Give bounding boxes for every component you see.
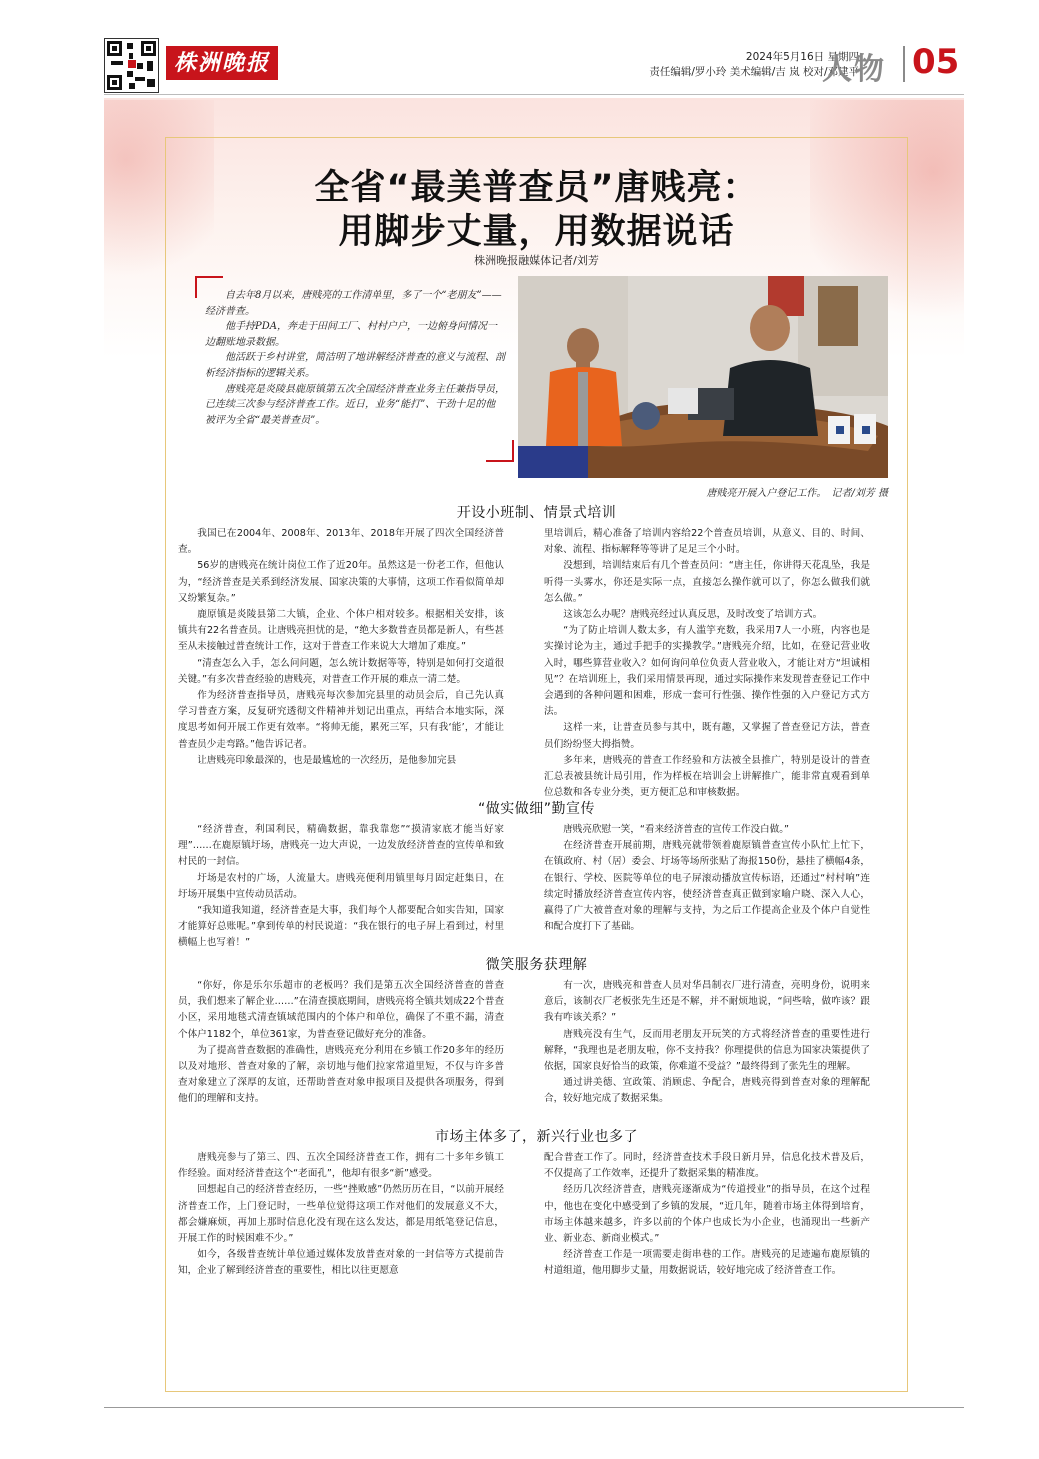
paragraph: 经济普查工作是一项需要走街串巷的工作。唐贱亮的足迹遍布鹿原镇的村道组道，他用脚步丈量，用数据说话，较好地完成了经济普查工作。 — [544, 1249, 870, 1277]
section-1-right-column — [544, 526, 870, 801]
section-1-left-column — [178, 526, 504, 769]
photo-illustration — [518, 276, 888, 478]
bottom-rule — [104, 1407, 964, 1408]
byline: 株洲晚报融媒体记者/刘芳 — [474, 254, 599, 267]
summary-box — [205, 288, 505, 428]
summary-paragraph: 自去年8月以来，唐贱亮的工作清单里，多了一个“老朋友”——经济普查。 — [205, 290, 502, 317]
article-photo — [518, 276, 888, 478]
paragraph: 为了提高普查数据的准确性，唐贱亮充分利用在乡镇工作20多年的经历以及对地形、普查对象的了解，亲切地与他们拉家常道里短，不仅与许多普查对象建立了深厚的友谊，还帮助普查对象申报项目及提供各项服务，得到他们的理解和支持。 — [178, 1044, 504, 1105]
section-4-right-column — [544, 1150, 870, 1280]
paragraph: “你好，你是乐尔乐超市的老板吗？我们是第五次全国经济普查的普查员，我们想来了解企业……”在清查摸底期间，唐贱亮将全镇共划成22个普查小区，采用地毯式清查镇域范围内的个体户和单位，确保了不重不漏，清查个体户1182个，单位361家，为普查登记做好充分的准备。 — [178, 980, 504, 1040]
section-divider — [903, 46, 905, 82]
paragraph: 唐贱亮欣慰一笑，“看来经济普查的宣传工作没白做。” — [563, 824, 789, 835]
masthead-rule — [104, 94, 964, 95]
summary-paragraph: 他活跃于乡村讲堂，简洁明了地讲解经济普查的意义与流程、剖析经济指标的逻辑关系。 — [205, 352, 505, 379]
paragraph: 唐贱亮没有生气，反而用老朋友开玩笑的方式将经济普查的重要性进行解释，“我理也是老朋友啦，你不支持我？你理提供的信息为国家决策提供了依据，国家良好恰当的政策，你难道不受益？”最终得到了张先生的理解。 — [544, 1028, 870, 1073]
issue-date: 2024年5月16日 星期四 — [745, 51, 859, 63]
section-4-left-column — [178, 1150, 504, 1280]
paragraph: 多年来，唐贱亮的普查工作经验和方法被全县推广，特别是设计的普查汇总表被县统计局引用，作为样板在培训会上讲解推广，能非常直观看到单位总数和各专业分类，更方便汇总和审核数据。 — [544, 754, 870, 799]
paragraph: 经历几次经济普查，唐贱亮逐渐成为“传道授业”的指导员，在这个过程中，他也在变化中感受到了乡镇的发展，“近几年，随着市场主体得到培育，市场主体越来越多，许多以前的个体户也成长为小企业，也涌现出一些新产业、新业态、新商业模式。” — [544, 1184, 870, 1245]
paragraph: 通过讲美德、宣政策、消顾虑、争配合，唐贱亮得到普查对象的理解配合，较好地完成了数据采集。 — [544, 1077, 870, 1105]
paragraph: 鹿原镇是炎陵县第二大镇，企业、个体户相对较多。根据相关安排，该镇共有22名普查员。让唐贱亮担忧的是，“绝大多数普查员都是新人，有些甚至从未接触过普查统计工作，这对于普查工作来说大大增加了难度。” — [178, 609, 504, 653]
paragraph: 唐贱亮参与了第三、四、五次全国经济普查工作，拥有二十多年乡镇工作经验。面对经济普查这个“老面孔”，他却有很多“新”感受。 — [178, 1152, 504, 1180]
section-title: 市场主体多了，新兴行业也多了 — [435, 1129, 638, 1145]
section-2-right-column — [544, 822, 870, 935]
photo-caption: 唐贱亮开展入户登记工作。 记者/刘芳 摄 — [706, 488, 888, 499]
paragraph: 有一次，唐贱亮和普查人员对华昌制衣厂进行清查，亮明身份，说明来意后，该制衣厂老板张先生还是不解，并不耐烦地说，“问些啥，做咋该？跟我有咋该关系？” — [544, 980, 870, 1024]
paragraph: “我知道我知道，经济普查是大事，我们每个人都要配合如实告知，国家才能算好总账呢。”拿到传单的村民说道：“我在银行的电子屏上看到过，村里横幅上也写着！” — [178, 905, 504, 949]
paragraph: 在经济普查开展前期，唐贱亮就带领着鹿原镇普查宣传小队忙上忙下，在镇政府、村（居）委会、圩场等场所张贴了海报150份，悬挂了横幅4条，在银行、学校、医院等单位的电子屏滚动播放宣传标语，还通过“村村响”连续定时播放经济普查宣传内容，使经济普查真正做到家喻户晓、深入人心，赢得了广大被普查对象的理解与支持，为之后工作提高企业及个体户自觉性和配合度打下了基础。 — [544, 840, 870, 933]
paragraph: 回想起自己的经济普查经历，一些“挫败感”仍然历历在目，“以前开展经济普查工作，上门登记时，一些单位觉得这项工作对他们的发展意义不大，都会嫌麻烦，再加上那时信息化没有现在这么发达，都是用纸笔登记信息，开展工作的时候困难不少。” — [178, 1184, 504, 1245]
section-3-left-column — [178, 978, 504, 1108]
paragraph: 圩场是农村的广场，人流量大。唐贱亮便利用镇里每月固定赶集日，在圩场开展集中宣传动员活动。 — [178, 872, 504, 900]
paragraph: 如今，各级普查统计单位通过媒体发放普查对象的一封信等方式提前告知，企业了解到经济普查的重要性，相比以往更愿意 — [178, 1249, 504, 1277]
newspaper-logo: 株洲晚报 — [166, 46, 278, 80]
paragraph: 配合普查工作了。同时，经济普查技术手段日新月异，信息化技术普及后，不仅提高了工作效率，还提升了数据采集的精准度。 — [544, 1152, 870, 1180]
headline-line-2: 用脚步丈量，用数据说话 — [338, 212, 735, 252]
qr-code — [104, 38, 159, 93]
paragraph: 让唐贱亮印象最深的，也是最尴尬的一次经历，是他参加完县 — [197, 754, 457, 766]
paragraph: “清查怎么入手，怎么问问题，怎么统计数据等等，特别是如何打交道很关键。”有多次普查经验的唐贱亮，对普查工作开展的难点一清二楚。 — [178, 657, 504, 685]
section-name: 人物 — [822, 52, 886, 87]
headline-line-1: 全省“最美普查员”唐贱亮： — [314, 168, 759, 208]
paragraph: 没想到，培训结束后有几个普查员问：“唐主任，你讲得天花乱坠，我是听得一头雾水，你还是实际一点，直接怎么操作就可以了，你怎么做我们就怎么做。” — [544, 560, 870, 604]
paragraph: 我国已在2004年、2008年、2013年、2018年开展了四次全国经济普查。 — [178, 528, 504, 556]
paragraph: 这样一来，让普查员参与其中，既有趣，又掌握了普查登记方法，普查员们纷纷竖大拇指赞。 — [544, 722, 870, 750]
section-title: “做实做细”勤宣传 — [477, 801, 595, 817]
paragraph: 56岁的唐贱亮在统计岗位工作了近20年。虽然这是一份老工作，但他认为，“经济普查是关系到经济发展、国家决策的大事情，这项工作看似简单却又纷繁复杂。” — [178, 560, 504, 604]
section-title: 微笑服务获理解 — [485, 957, 588, 973]
paragraph: 这该怎么办呢？唐贱亮经过认真反思，及时改变了培训方式。 — [563, 609, 823, 621]
summary-paragraph: 他手持PDA，奔走于田间工厂、村村户户，一边俯身问情况一边翻账地录数据。 — [205, 321, 497, 348]
paragraph: “为了防止培训人数太多，有人滥竽充数，我采用7人一小班，内容也是实操讨论为主，通过手把手的实操教学。”唐贱亮介绍，比如，在登记营业收入时，哪些算营业收入？如何询问单位负责人营业收入，才能让对方“坦诚相见”？在培训班上，我们采用情景再现，通过实际操作来发现普查登记工作中会遇到的各种问题和困难，形成一套可行性强、操作性强的入户登记方式方法。 — [544, 625, 870, 718]
paragraph: “经济普查，利国利民，精确数据，靠我靠您”“摸清家底才能当好家理”……在鹿原镇圩场，唐贱亮一边大声说，一边发放经济普查的宣传单和致村民的一封信。 — [178, 824, 504, 868]
summary-corner-bottom — [486, 440, 514, 462]
section-title: 开设小班制、情景式培训 — [456, 505, 617, 521]
editor-credits: 责任编辑/罗小玲 美术编辑/吉 岚 校对/邓建平 — [649, 66, 859, 78]
section-2-left-column — [178, 822, 504, 952]
summary-paragraph: 唐贱亮是炎陵县鹿原镇第五次全国经济普查业务主任兼指导员，已连续三次参与经济普查工作。近日，业务“能打”、干劲十足的他被评为全省“最美普查员”。 — [205, 383, 505, 426]
paragraph: 作为经济普查指导员，唐贱亮每次参加完县里的动员会后，自己先认真学习普查方案，反复研究透彻文件精神并划记出重点，再结合本地实际，深度思考如何开展工作更有效率。“将帅无能，累死三军，只有我‘能’，才能让普查员少走弯路。”他告诉记者。 — [178, 690, 504, 750]
section-3-right-column — [544, 978, 870, 1108]
paragraph: 里培训后，精心准备了培训内容给22个普查员培训，从意义、目的、时间、对象、流程、指标解释等等讲了足足三个小时。 — [544, 528, 870, 556]
page-number: 05 — [912, 42, 960, 82]
